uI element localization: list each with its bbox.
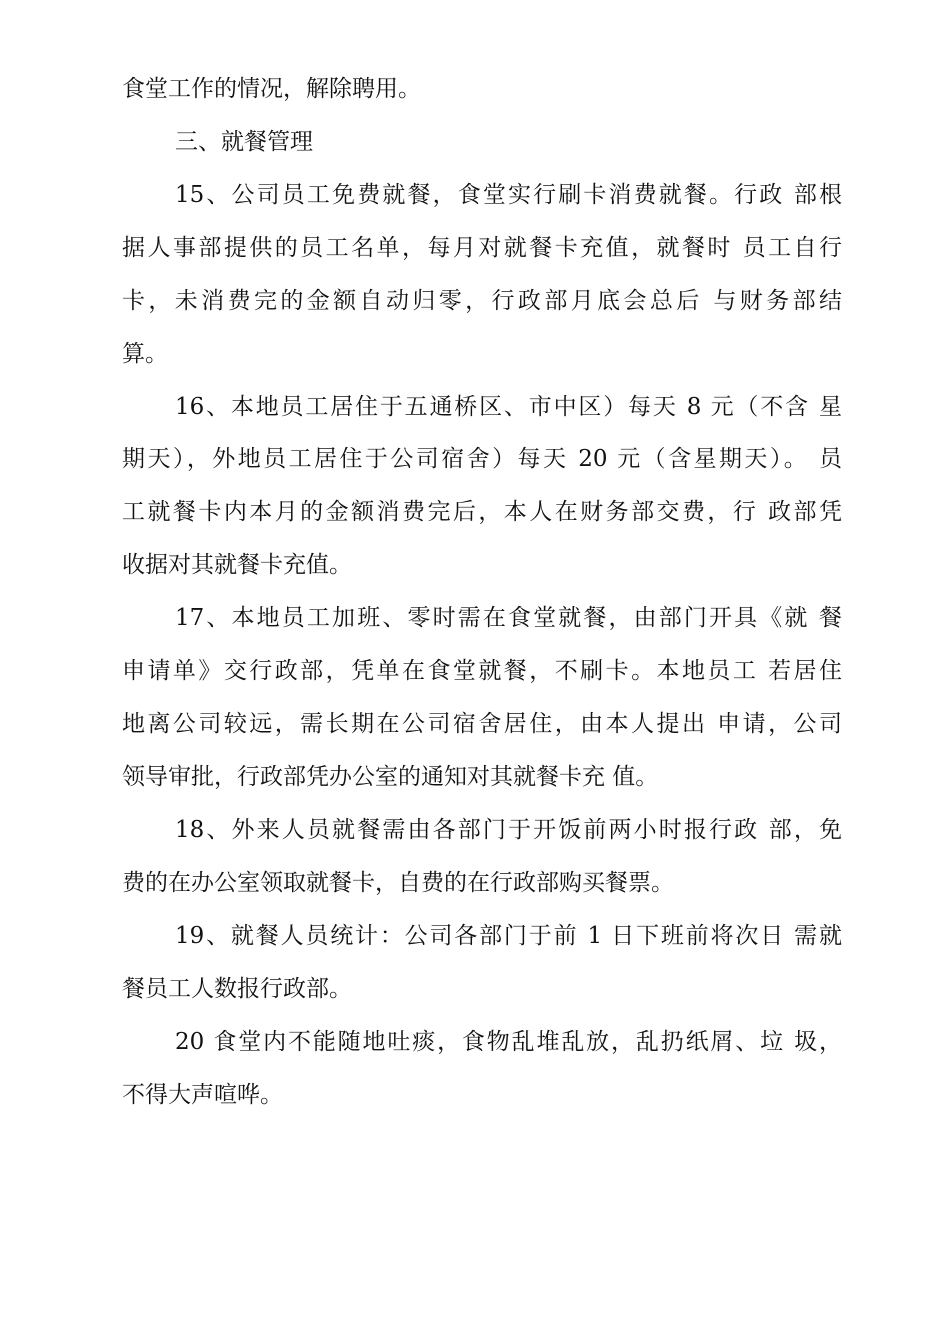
text-line: 收据对其就餐卡充值。 [122, 552, 352, 578]
text-line: 15、公司员工免费就餐，食堂实行刷卡消费就餐。行政 部根 [175, 182, 842, 208]
text-line: 工就餐卡内本月的金额消费完后，本人在财务部交费，行 政部凭 [122, 499, 842, 525]
text-line: 申请单》交行政部，凭单在食堂就餐，不刷卡。本地员工 若居住 [122, 658, 842, 684]
text-line: 据人事部提供的员工名单，每月对就餐卡充值，就餐时 员工自行 [122, 235, 842, 261]
text-line: 17、本地员工加班、零时需在食堂就餐，由部门开具《就 餐 [175, 605, 842, 631]
text-line: 期天），外地员工居住于公司宿舍）每天 20 元（含星期天）。 员 [122, 446, 842, 472]
text-line: 算。 [122, 341, 168, 367]
text-line: 19、就餐人员统计：公司各部门于前 1 日下班前将次日 需就 [175, 923, 842, 949]
text-line: 餐员工人数报行政部。 [122, 976, 352, 1002]
text-line: 16、本地员工居住于五通桥区、市中区）每天 8 元（不含 星 [175, 394, 842, 420]
section-heading: 三、就餐管理 [175, 129, 313, 155]
text-line: 食堂工作的情况，解除聘用。 [122, 76, 421, 102]
text-line: 卡，未消费完的金额自动归零，行政部月底会总后 与财务部结 [122, 288, 842, 314]
text-line: 地离公司较远，需长期在公司宿舍居住，由本人提出 申请，公司 [122, 711, 842, 737]
text-line: 20 食堂内不能随地吐痰，食物乱堆乱放，乱扔纸屑、垃 圾， [175, 1029, 842, 1055]
text-line: 不得大声喧哗。 [122, 1082, 283, 1108]
text-line: 18、外来人员就餐需由各部门于开饭前两小时报行政 部，免 [175, 817, 842, 843]
text-line: 领导审批，行政部凭办公室的通知对其就餐卡充 值。 [122, 764, 659, 790]
text-line: 费的在办公室领取就餐卡，自费的在行政部购买餐票。 [122, 870, 674, 896]
